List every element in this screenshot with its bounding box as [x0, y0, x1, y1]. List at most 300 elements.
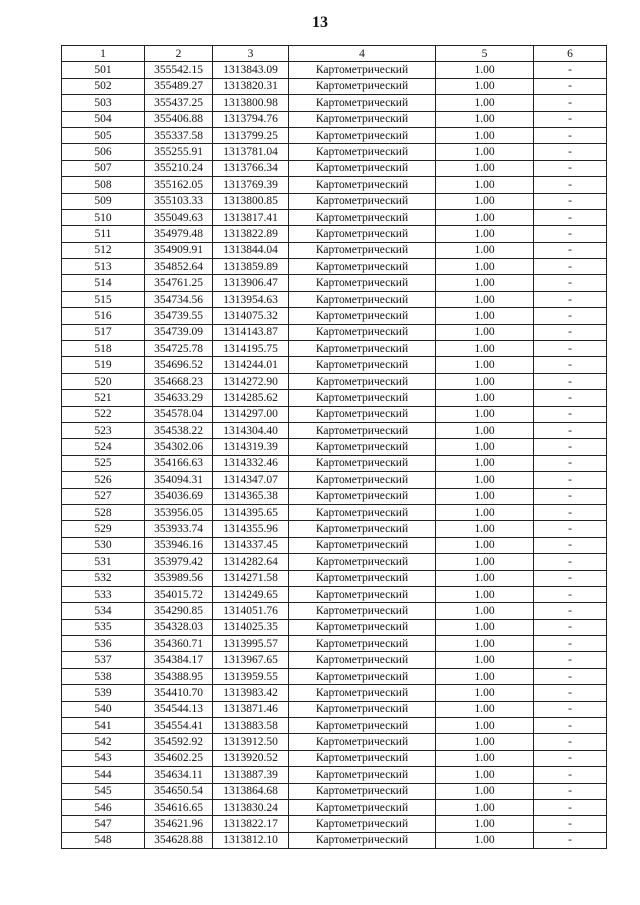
x-coordinate-cell: 355162.05 — [145, 177, 213, 193]
table-header-row — [62, 46, 607, 62]
y-coordinate-cell: 1313912.50 — [213, 734, 289, 750]
accuracy-cell: 1.00 — [436, 767, 534, 783]
accuracy-cell: 1.00 — [436, 799, 534, 815]
x-coordinate-cell: 355337.58 — [145, 127, 213, 143]
note-cell: - — [534, 275, 607, 291]
method-cell: Картометрический — [289, 144, 436, 160]
x-coordinate-cell: 354909.91 — [145, 242, 213, 258]
accuracy-cell: 1.00 — [436, 554, 534, 570]
table-row — [62, 373, 607, 389]
accuracy-cell: 1.00 — [436, 455, 534, 471]
y-coordinate-cell: 1314075.32 — [213, 308, 289, 324]
y-coordinate-cell: 1313800.98 — [213, 95, 289, 111]
method-cell: Картометрический — [289, 422, 436, 438]
y-coordinate-cell: 1314319.39 — [213, 439, 289, 455]
y-coordinate-cell: 1313995.57 — [213, 636, 289, 652]
x-coordinate-cell: 354328.03 — [145, 619, 213, 635]
y-coordinate-cell: 1314271.58 — [213, 570, 289, 586]
note-cell: - — [534, 291, 607, 307]
point-number-cell: 508 — [62, 177, 145, 193]
point-number-cell: 509 — [62, 193, 145, 209]
accuracy-cell: 1.00 — [436, 390, 534, 406]
accuracy-cell: 1.00 — [436, 586, 534, 602]
accuracy-cell: 1.00 — [436, 324, 534, 340]
note-cell: - — [534, 504, 607, 520]
table-row — [62, 668, 607, 684]
note-cell: - — [534, 586, 607, 602]
point-number-cell: 505 — [62, 127, 145, 143]
accuracy-cell: 1.00 — [436, 718, 534, 734]
y-coordinate-cell: 1313769.39 — [213, 177, 289, 193]
method-cell: Картометрический — [289, 209, 436, 225]
x-coordinate-cell: 354602.25 — [145, 750, 213, 766]
y-coordinate-cell: 1314249.65 — [213, 586, 289, 602]
note-cell: - — [534, 652, 607, 668]
table-row — [62, 488, 607, 504]
accuracy-cell: 1.00 — [436, 275, 534, 291]
table-row — [62, 439, 607, 455]
method-cell: Картометрический — [289, 472, 436, 488]
x-coordinate-cell: 354761.25 — [145, 275, 213, 291]
x-coordinate-cell: 353946.16 — [145, 537, 213, 553]
note-cell: - — [534, 816, 607, 832]
point-number-cell: 520 — [62, 373, 145, 389]
x-coordinate-cell: 354592.92 — [145, 734, 213, 750]
point-number-cell: 532 — [62, 570, 145, 586]
note-cell: - — [534, 554, 607, 570]
table-row — [62, 504, 607, 520]
accuracy-cell: 1.00 — [436, 144, 534, 160]
method-cell: Картометрический — [289, 291, 436, 307]
point-number-cell: 538 — [62, 668, 145, 684]
accuracy-cell: 1.00 — [436, 373, 534, 389]
method-cell: Картометрический — [289, 554, 436, 570]
y-coordinate-cell: 1314195.75 — [213, 341, 289, 357]
note-cell: - — [534, 193, 607, 209]
point-number-cell: 535 — [62, 619, 145, 635]
point-number-cell: 518 — [62, 341, 145, 357]
accuracy-cell: 1.00 — [436, 488, 534, 504]
y-coordinate-cell: 1313817.41 — [213, 209, 289, 225]
point-number-cell: 516 — [62, 308, 145, 324]
accuracy-cell: 1.00 — [436, 177, 534, 193]
point-number-cell: 507 — [62, 160, 145, 176]
accuracy-cell: 1.00 — [436, 62, 534, 78]
y-coordinate-cell: 1313812.10 — [213, 832, 289, 848]
table-row — [62, 324, 607, 340]
y-coordinate-cell: 1313883.58 — [213, 718, 289, 734]
note-cell: - — [534, 226, 607, 242]
x-coordinate-cell: 355103.33 — [145, 193, 213, 209]
table-row — [62, 275, 607, 291]
coordinates-table — [61, 45, 607, 849]
note-cell: - — [534, 127, 607, 143]
point-number-cell: 536 — [62, 636, 145, 652]
y-coordinate-cell: 1314051.76 — [213, 603, 289, 619]
x-coordinate-cell: 354388.95 — [145, 668, 213, 684]
method-cell: Картометрический — [289, 586, 436, 602]
x-coordinate-cell: 353989.56 — [145, 570, 213, 586]
method-cell: Картометрический — [289, 357, 436, 373]
point-number-cell: 525 — [62, 455, 145, 471]
accuracy-cell: 1.00 — [436, 95, 534, 111]
note-cell: - — [534, 570, 607, 586]
method-cell: Картометрический — [289, 750, 436, 766]
table-body — [62, 62, 607, 849]
point-number-cell: 531 — [62, 554, 145, 570]
accuracy-cell: 1.00 — [436, 734, 534, 750]
accuracy-cell: 1.00 — [436, 259, 534, 275]
y-coordinate-cell: 1314244.01 — [213, 357, 289, 373]
y-coordinate-cell: 1314332.46 — [213, 455, 289, 471]
y-coordinate-cell: 1314272.90 — [213, 373, 289, 389]
table-row — [62, 422, 607, 438]
note-cell: - — [534, 62, 607, 78]
note-cell: - — [534, 422, 607, 438]
point-number-cell: 539 — [62, 685, 145, 701]
table-row — [62, 291, 607, 307]
x-coordinate-cell: 355542.15 — [145, 62, 213, 78]
method-cell: Картометрический — [289, 439, 436, 455]
table-row — [62, 78, 607, 94]
y-coordinate-cell: 1313844.04 — [213, 242, 289, 258]
y-coordinate-cell: 1313843.09 — [213, 62, 289, 78]
table-row — [62, 521, 607, 537]
table-row — [62, 750, 607, 766]
note-cell: - — [534, 521, 607, 537]
table-row — [62, 816, 607, 832]
point-number-cell: 526 — [62, 472, 145, 488]
method-cell: Картометрический — [289, 537, 436, 553]
accuracy-cell: 1.00 — [436, 701, 534, 717]
accuracy-cell: 1.00 — [436, 652, 534, 668]
note-cell: - — [534, 242, 607, 258]
column-header: 1 — [62, 46, 145, 62]
note-cell: - — [534, 488, 607, 504]
accuracy-cell: 1.00 — [436, 636, 534, 652]
method-cell: Картометрический — [289, 701, 436, 717]
table-row — [62, 603, 607, 619]
method-cell: Картометрический — [289, 259, 436, 275]
accuracy-cell: 1.00 — [436, 537, 534, 553]
accuracy-cell: 1.00 — [436, 422, 534, 438]
table-row — [62, 193, 607, 209]
table-row — [62, 472, 607, 488]
table-row — [62, 619, 607, 635]
point-number-cell: 547 — [62, 816, 145, 832]
column-header: 5 — [436, 46, 534, 62]
accuracy-cell: 1.00 — [436, 78, 534, 94]
point-number-cell: 517 — [62, 324, 145, 340]
method-cell: Картометрический — [289, 603, 436, 619]
method-cell: Картометрический — [289, 62, 436, 78]
column-header: 3 — [213, 46, 289, 62]
x-coordinate-cell: 354621.96 — [145, 816, 213, 832]
y-coordinate-cell: 1314297.00 — [213, 406, 289, 422]
y-coordinate-cell: 1313830.24 — [213, 799, 289, 815]
table-row — [62, 390, 607, 406]
table-row — [62, 242, 607, 258]
point-number-cell: 540 — [62, 701, 145, 717]
accuracy-cell: 1.00 — [436, 783, 534, 799]
method-cell: Картометрический — [289, 390, 436, 406]
table-row — [62, 636, 607, 652]
x-coordinate-cell: 354015.72 — [145, 586, 213, 602]
x-coordinate-cell: 353933.74 — [145, 521, 213, 537]
method-cell: Картометрический — [289, 799, 436, 815]
table-row — [62, 177, 607, 193]
x-coordinate-cell: 354979.48 — [145, 226, 213, 242]
note-cell: - — [534, 685, 607, 701]
point-number-cell: 521 — [62, 390, 145, 406]
method-cell: Картометрический — [289, 734, 436, 750]
accuracy-cell: 1.00 — [436, 357, 534, 373]
note-cell: - — [534, 455, 607, 471]
table-row — [62, 406, 607, 422]
note-cell: - — [534, 177, 607, 193]
y-coordinate-cell: 1313822.89 — [213, 226, 289, 242]
x-coordinate-cell: 353956.05 — [145, 504, 213, 520]
method-cell: Картометрический — [289, 455, 436, 471]
x-coordinate-cell: 354166.63 — [145, 455, 213, 471]
y-coordinate-cell: 1314143.87 — [213, 324, 289, 340]
accuracy-cell: 1.00 — [436, 619, 534, 635]
method-cell: Картометрический — [289, 226, 436, 242]
x-coordinate-cell: 354696.52 — [145, 357, 213, 373]
y-coordinate-cell: 1313781.04 — [213, 144, 289, 160]
accuracy-cell: 1.00 — [436, 603, 534, 619]
table-row — [62, 734, 607, 750]
note-cell: - — [534, 636, 607, 652]
method-cell: Картометрический — [289, 636, 436, 652]
method-cell: Картометрический — [289, 832, 436, 848]
note-cell: - — [534, 832, 607, 848]
point-number-cell: 546 — [62, 799, 145, 815]
accuracy-cell: 1.00 — [436, 111, 534, 127]
method-cell: Картометрический — [289, 78, 436, 94]
point-number-cell: 510 — [62, 209, 145, 225]
method-cell: Картометрический — [289, 275, 436, 291]
point-number-cell: 543 — [62, 750, 145, 766]
x-coordinate-cell: 354360.71 — [145, 636, 213, 652]
note-cell: - — [534, 144, 607, 160]
y-coordinate-cell: 1313859.89 — [213, 259, 289, 275]
x-coordinate-cell: 354634.11 — [145, 767, 213, 783]
note-cell: - — [534, 209, 607, 225]
x-coordinate-cell: 354650.54 — [145, 783, 213, 799]
y-coordinate-cell: 1313822.17 — [213, 816, 289, 832]
point-number-cell: 544 — [62, 767, 145, 783]
table-row — [62, 652, 607, 668]
y-coordinate-cell: 1313887.39 — [213, 767, 289, 783]
table-row — [62, 160, 607, 176]
x-coordinate-cell: 354544.13 — [145, 701, 213, 717]
method-cell: Картометрический — [289, 160, 436, 176]
y-coordinate-cell: 1313820.31 — [213, 78, 289, 94]
y-coordinate-cell: 1314282.64 — [213, 554, 289, 570]
note-cell: - — [534, 718, 607, 734]
y-coordinate-cell: 1314355.96 — [213, 521, 289, 537]
y-coordinate-cell: 1314285.62 — [213, 390, 289, 406]
table-row — [62, 570, 607, 586]
x-coordinate-cell: 354852.64 — [145, 259, 213, 275]
point-number-cell: 503 — [62, 95, 145, 111]
accuracy-cell: 1.00 — [436, 570, 534, 586]
method-cell: Картометрический — [289, 127, 436, 143]
x-coordinate-cell: 353979.42 — [145, 554, 213, 570]
x-coordinate-cell: 354739.09 — [145, 324, 213, 340]
table-row — [62, 144, 607, 160]
x-coordinate-cell: 354384.17 — [145, 652, 213, 668]
method-cell: Картометрический — [289, 668, 436, 684]
point-number-cell: 529 — [62, 521, 145, 537]
note-cell: - — [534, 668, 607, 684]
y-coordinate-cell: 1313954.63 — [213, 291, 289, 307]
y-coordinate-cell: 1313967.65 — [213, 652, 289, 668]
point-number-cell: 511 — [62, 226, 145, 242]
method-cell: Картометрический — [289, 504, 436, 520]
method-cell: Картометрический — [289, 488, 436, 504]
x-coordinate-cell: 355406.88 — [145, 111, 213, 127]
method-cell: Картометрический — [289, 341, 436, 357]
point-number-cell: 527 — [62, 488, 145, 504]
table-row — [62, 554, 607, 570]
accuracy-cell: 1.00 — [436, 341, 534, 357]
method-cell: Картометрический — [289, 570, 436, 586]
method-cell: Картометрический — [289, 111, 436, 127]
method-cell: Картометрический — [289, 242, 436, 258]
y-coordinate-cell: 1313864.68 — [213, 783, 289, 799]
x-coordinate-cell: 355437.25 — [145, 95, 213, 111]
x-coordinate-cell: 354538.22 — [145, 422, 213, 438]
table-row — [62, 586, 607, 602]
table-row — [62, 209, 607, 225]
x-coordinate-cell: 354734.56 — [145, 291, 213, 307]
note-cell: - — [534, 767, 607, 783]
accuracy-cell: 1.00 — [436, 750, 534, 766]
point-number-cell: 512 — [62, 242, 145, 258]
point-number-cell: 504 — [62, 111, 145, 127]
note-cell: - — [534, 308, 607, 324]
method-cell: Картометрический — [289, 783, 436, 799]
note-cell: - — [534, 357, 607, 373]
point-number-cell: 515 — [62, 291, 145, 307]
note-cell: - — [534, 619, 607, 635]
y-coordinate-cell: 1314025.35 — [213, 619, 289, 635]
method-cell: Картометрический — [289, 324, 436, 340]
accuracy-cell: 1.00 — [436, 193, 534, 209]
accuracy-cell: 1.00 — [436, 226, 534, 242]
note-cell: - — [534, 78, 607, 94]
accuracy-cell: 1.00 — [436, 521, 534, 537]
note-cell: - — [534, 750, 607, 766]
x-coordinate-cell: 355489.27 — [145, 78, 213, 94]
point-number-cell: 537 — [62, 652, 145, 668]
note-cell: - — [534, 341, 607, 357]
x-coordinate-cell: 354554.41 — [145, 718, 213, 734]
table-row — [62, 783, 607, 799]
note-cell: - — [534, 373, 607, 389]
page-number: 13 — [312, 14, 328, 31]
y-coordinate-cell: 1314365.38 — [213, 488, 289, 504]
table-row — [62, 259, 607, 275]
y-coordinate-cell: 1313959.55 — [213, 668, 289, 684]
x-coordinate-cell: 354633.29 — [145, 390, 213, 406]
method-cell: Картометрический — [289, 95, 436, 111]
point-number-cell: 523 — [62, 422, 145, 438]
x-coordinate-cell: 355049.63 — [145, 209, 213, 225]
accuracy-cell: 1.00 — [436, 504, 534, 520]
table-row — [62, 701, 607, 717]
x-coordinate-cell: 354290.85 — [145, 603, 213, 619]
column-header: 2 — [145, 46, 213, 62]
note-cell: - — [534, 537, 607, 553]
method-cell: Картометрический — [289, 177, 436, 193]
column-header: 6 — [534, 46, 607, 62]
x-coordinate-cell: 354739.55 — [145, 308, 213, 324]
point-number-cell: 533 — [62, 586, 145, 602]
table-row — [62, 95, 607, 111]
table-row — [62, 226, 607, 242]
table-row — [62, 799, 607, 815]
point-number-cell: 530 — [62, 537, 145, 553]
x-coordinate-cell: 354725.78 — [145, 341, 213, 357]
method-cell: Картометрический — [289, 406, 436, 422]
x-coordinate-cell: 355210.24 — [145, 160, 213, 176]
y-coordinate-cell: 1314337.45 — [213, 537, 289, 553]
y-coordinate-cell: 1314395.65 — [213, 504, 289, 520]
x-coordinate-cell: 354410.70 — [145, 685, 213, 701]
point-number-cell: 541 — [62, 718, 145, 734]
x-coordinate-cell: 354668.23 — [145, 373, 213, 389]
method-cell: Картометрический — [289, 767, 436, 783]
note-cell: - — [534, 160, 607, 176]
table-row — [62, 455, 607, 471]
table-row — [62, 832, 607, 848]
point-number-cell: 542 — [62, 734, 145, 750]
note-cell: - — [534, 324, 607, 340]
accuracy-cell: 1.00 — [436, 832, 534, 848]
method-cell: Картометрический — [289, 685, 436, 701]
point-number-cell: 501 — [62, 62, 145, 78]
table-row — [62, 62, 607, 78]
point-number-cell: 528 — [62, 504, 145, 520]
point-number-cell: 506 — [62, 144, 145, 160]
note-cell: - — [534, 406, 607, 422]
x-coordinate-cell: 354036.69 — [145, 488, 213, 504]
point-number-cell: 545 — [62, 783, 145, 799]
accuracy-cell: 1.00 — [436, 668, 534, 684]
x-coordinate-cell: 354616.65 — [145, 799, 213, 815]
table-row — [62, 308, 607, 324]
accuracy-cell: 1.00 — [436, 209, 534, 225]
note-cell: - — [534, 439, 607, 455]
table-row — [62, 767, 607, 783]
y-coordinate-cell: 1313799.25 — [213, 127, 289, 143]
accuracy-cell: 1.00 — [436, 406, 534, 422]
column-header: 4 — [289, 46, 436, 62]
point-number-cell: 522 — [62, 406, 145, 422]
table-row — [62, 685, 607, 701]
y-coordinate-cell: 1313766.34 — [213, 160, 289, 176]
note-cell: - — [534, 734, 607, 750]
point-number-cell: 514 — [62, 275, 145, 291]
accuracy-cell: 1.00 — [436, 308, 534, 324]
method-cell: Картометрический — [289, 619, 436, 635]
method-cell: Картометрический — [289, 652, 436, 668]
x-coordinate-cell: 354302.06 — [145, 439, 213, 455]
accuracy-cell: 1.00 — [436, 242, 534, 258]
